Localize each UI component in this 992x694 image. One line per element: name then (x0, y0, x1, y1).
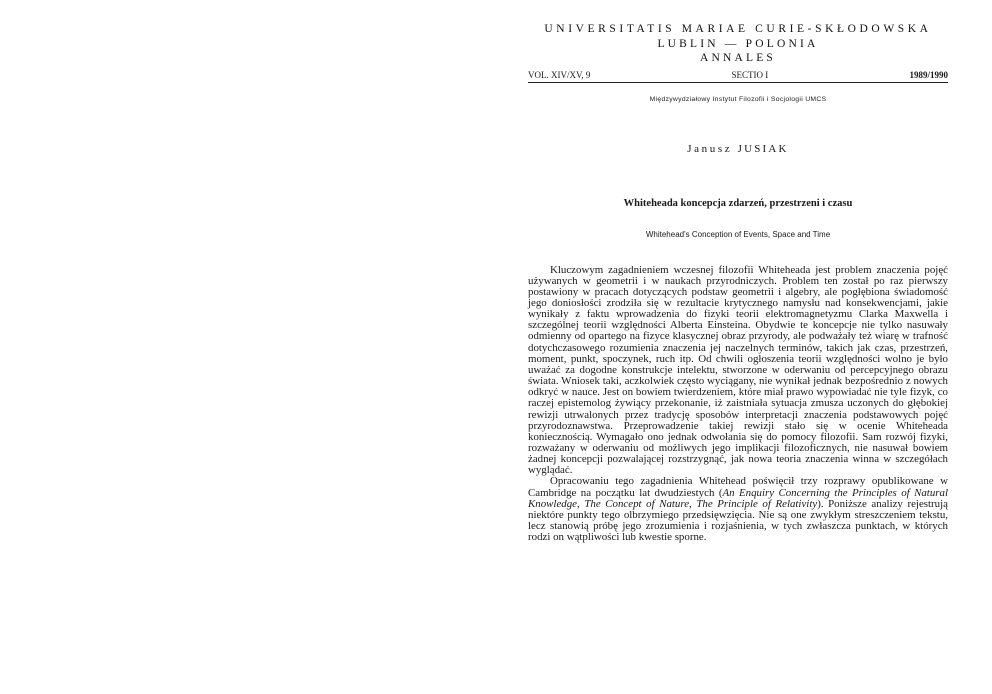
paragraph-1: Kluczowym zagadnieniem wczesnej filozofii Whiteheada jest problem znaczenia pojęć używanych w geometrii i w naukach przyrodniczych. Problem ten został po raz pierwszy postawiony w pracach dotyczących podstaw geometrii i algebry, ale pogłębiona świadomość jego doniosłości zrodziła się w rezultacie krytycznego namysłu nad konsekwencjami, jakie wynikały z faktu wprowadzenia do fizyki teorii elektromagnetyzmu Clarka Maxwella i szczególnej teorii względności Alberta Einsteina. Obydwie te koncepcje nie tylko nasuwały odmienny od opartego na fizyce klasycznej obraz przyrody, ale podważały też wiarę w trafność dotychczasowego rozumienia znaczenia jej naczelnych terminów, takich jak czas, przestrzeń, moment, punkt, spoczynek, ruch itp. Od chwili ogłoszenia teorii względności wolno je było uważać za dogodne konstrukcje intelektu, stworzone w oderwaniu od percepcyjnego obrazu świata. Wniosek taki, aczkolwiek często wyciągany, nie wynikał jednak bezpośrednio z nowych odkryć w nauce. Jest on bowiem twierdzeniem, które miał prawo wypowiadać nie tyle fizyk, co raczej epistemolog żywiący przekonanie, iż zaistniała sytuacja zmusza uczonych do głębokiej rewizji utrwalonych przez tradycję sposobów interpretacji znaczenia podstawowych pojęć przyrodoznawstwa. Przeprowadzenie takiej rewizji stało się w ocenie Whiteheada koniecznością. Wymagało ono jednak odwołania się do pomocy filozofii. Sam rozwój fizyki, rozważany w oderwaniu od możliwych jego implikacji filozoficznych, nie nasuwał bowiem żadnej koncepcji pozwalającej rozstrzygnąć, jak nowa teoria znaczenia winna w szczegółach wyglądać. (528, 263, 948, 477)
article-subtitle-english: Whitehead's Conception of Events, Space and Time (645, 229, 831, 239)
article-page (528, 22, 948, 543)
volume-number: VOL. XIV/XV, 9 (528, 69, 591, 80)
university-name: UNIVERSITATIS MARIAE CURIE-SKŁODOWSKA (544, 23, 932, 35)
author-first-name: Janusz (687, 142, 733, 155)
year-range: 1989/1990 (909, 69, 948, 80)
city-country: LUBLIN — POLONIA (657, 37, 819, 50)
institute-affiliation: Międzywydziałowy Instytut Filozofii i Socjologii UMCS (649, 95, 827, 103)
volume-row (528, 70, 948, 83)
paragraph-2-rest: ). Poniższe analizy rejestrują niektóre punkty tego olbrzymiego przedsięwzięcia. Nie są one zwykłym streszczeniem tekstu, lecz stanowią próbę jego zrozumienia i rozjaśnienia, w tych zwłaszcza punktach, w których rodzi on wątpliwości lub kwestie sporne. (528, 497, 948, 544)
author-last-name: JUSIAK (737, 142, 789, 155)
paragraph-2 (528, 476, 948, 543)
journal-name: ANNALES (699, 52, 777, 64)
author-name (528, 143, 948, 155)
cited-works: An Enquiry Concerning the Principles of Natural Knowledge, The Concept of Nature, The Principle of Relativity (528, 486, 948, 510)
article-body (528, 265, 948, 544)
article-title: Whiteheada koncepcja zdarzeń, przestrzeni i czasu (623, 197, 853, 209)
paragraph-2-intro: Opracowaniu tego zagadnienia Whitehead poświęcił trzy rozprawy opublikowane w Cambridge na początku lat dwudziestych ( (528, 475, 948, 499)
section-label: SECTIO I (731, 69, 769, 80)
